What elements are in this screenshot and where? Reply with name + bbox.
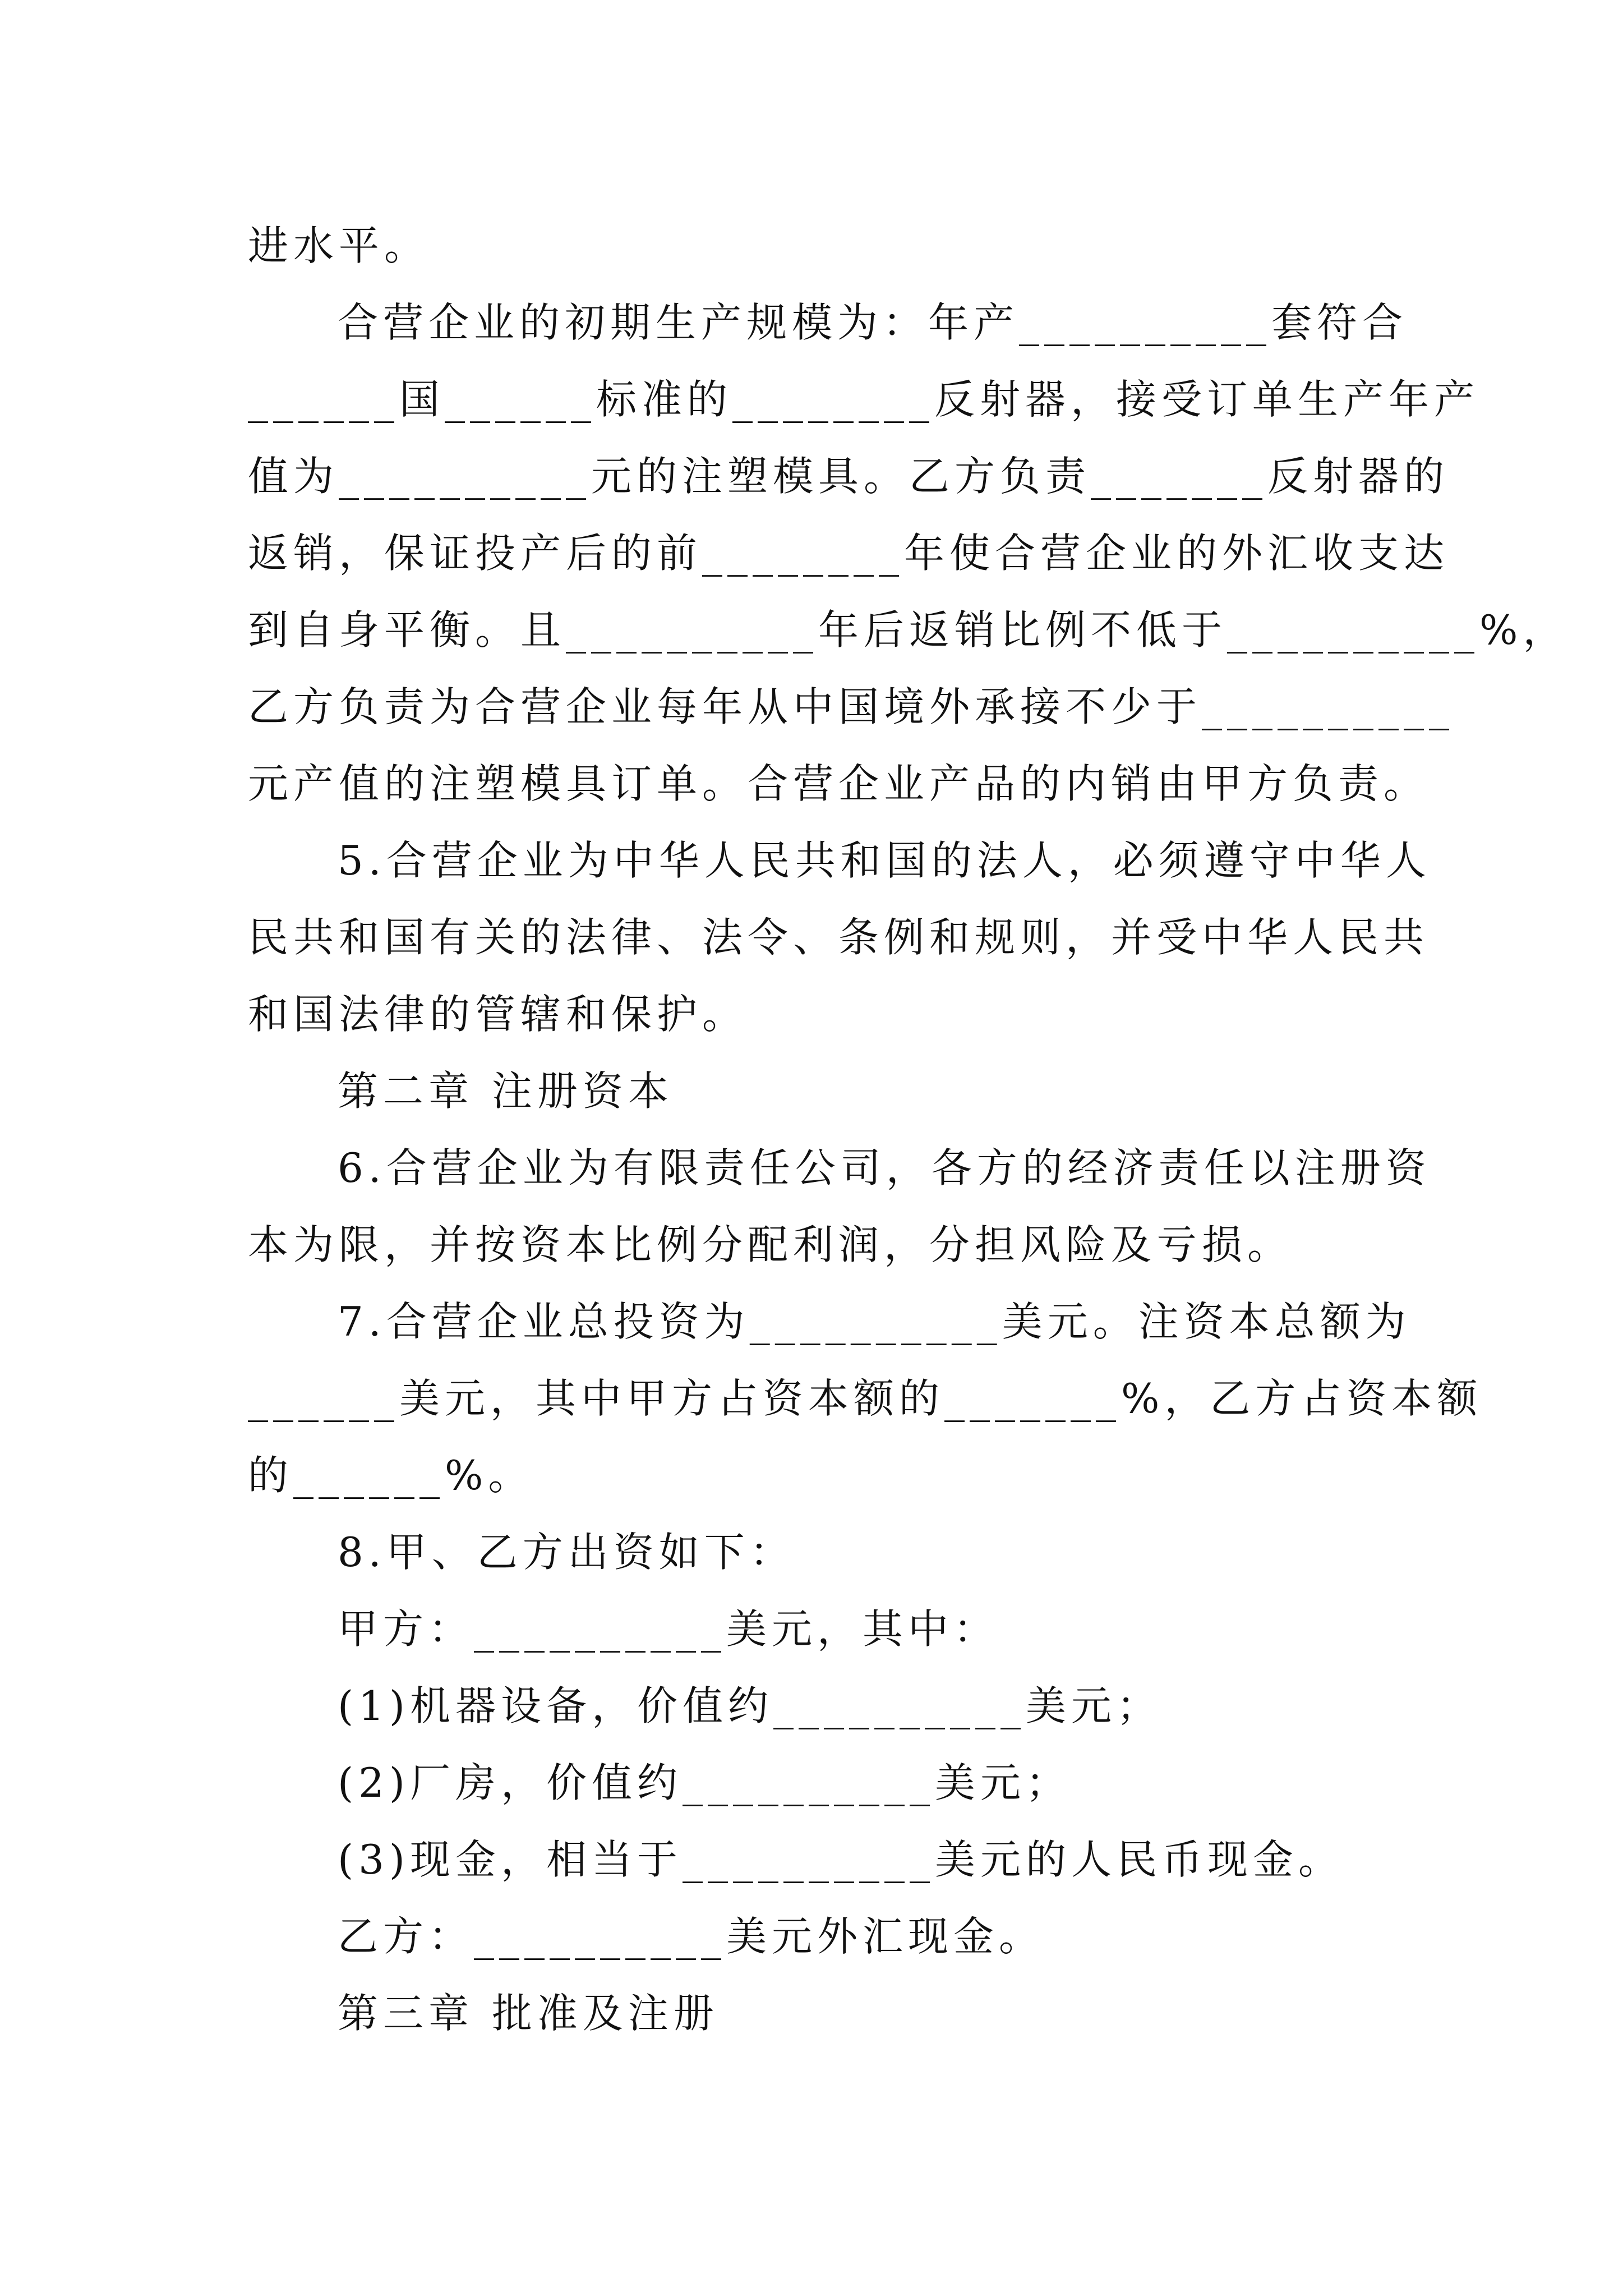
clause-6: 6.合营企业为有限责任公司，各方的经济责任以注册资	[338, 1144, 1431, 1191]
text-line: 的______%。	[248, 1452, 534, 1499]
text-line: ______美元，其中甲方占资本额的_______%，乙方占资本额	[248, 1375, 1483, 1422]
contribution-item-3: (3)现金，相当于__________美元的人民币现金。	[338, 1836, 1344, 1883]
text-line: ______国______标准的________反射器，接受订单生产年产	[248, 376, 1480, 423]
text-line: 本为限，并按资本比例分配利润，分担风险及亏损。	[248, 1221, 1293, 1268]
text-line: 进水平。	[248, 222, 430, 269]
paragraph-production-scale: 合营企业的初期生产规模为：年产__________套符合	[338, 299, 1408, 346]
text-line: 乙方负责为合营企业每年从中国境外承接不少于__________	[248, 683, 1455, 730]
chapter-2-heading: 第二章 注册资本	[338, 1068, 674, 1115]
document-body	[248, 208, 1569, 2052]
chapter-3-heading: 第三章 批准及注册	[338, 1990, 719, 2037]
text-line: 返销，保证投产后的前________年使合营企业的外汇收支达	[248, 530, 1450, 577]
clause-8: 8.甲、乙方出资如下：	[338, 1529, 795, 1576]
text-line: 和国法律的管辖和保护。	[248, 991, 748, 1038]
clause-7: 7.合营企业总投资为__________美元。注资本总额为	[338, 1298, 1411, 1345]
text-line: 元产值的注塑模具订单。合营企业产品的内销由甲方负责。	[248, 760, 1430, 807]
party-a-contribution: 甲方：__________美元，其中：	[338, 1605, 999, 1653]
contribution-item-1: (1)机器设备，价值约__________美元；	[338, 1682, 1162, 1729]
clause-5: 5.合营企业为中华人民共和国的法人，必须遵守中华人	[338, 837, 1431, 884]
contribution-item-2: (2)厂房，价值约__________美元；	[338, 1759, 1071, 1806]
text-line: 值为__________元的注塑模具。乙方负责_______反射器的	[248, 453, 1450, 500]
text-line: 到自身平衡。且__________年后返销比例不低于__________%，	[248, 606, 1569, 654]
party-b-contribution: 乙方：__________美元外汇现金。	[338, 1913, 1045, 1960]
text-line: 民共和国有关的法律、法令、条例和规则，并受中华人民共	[248, 914, 1430, 961]
